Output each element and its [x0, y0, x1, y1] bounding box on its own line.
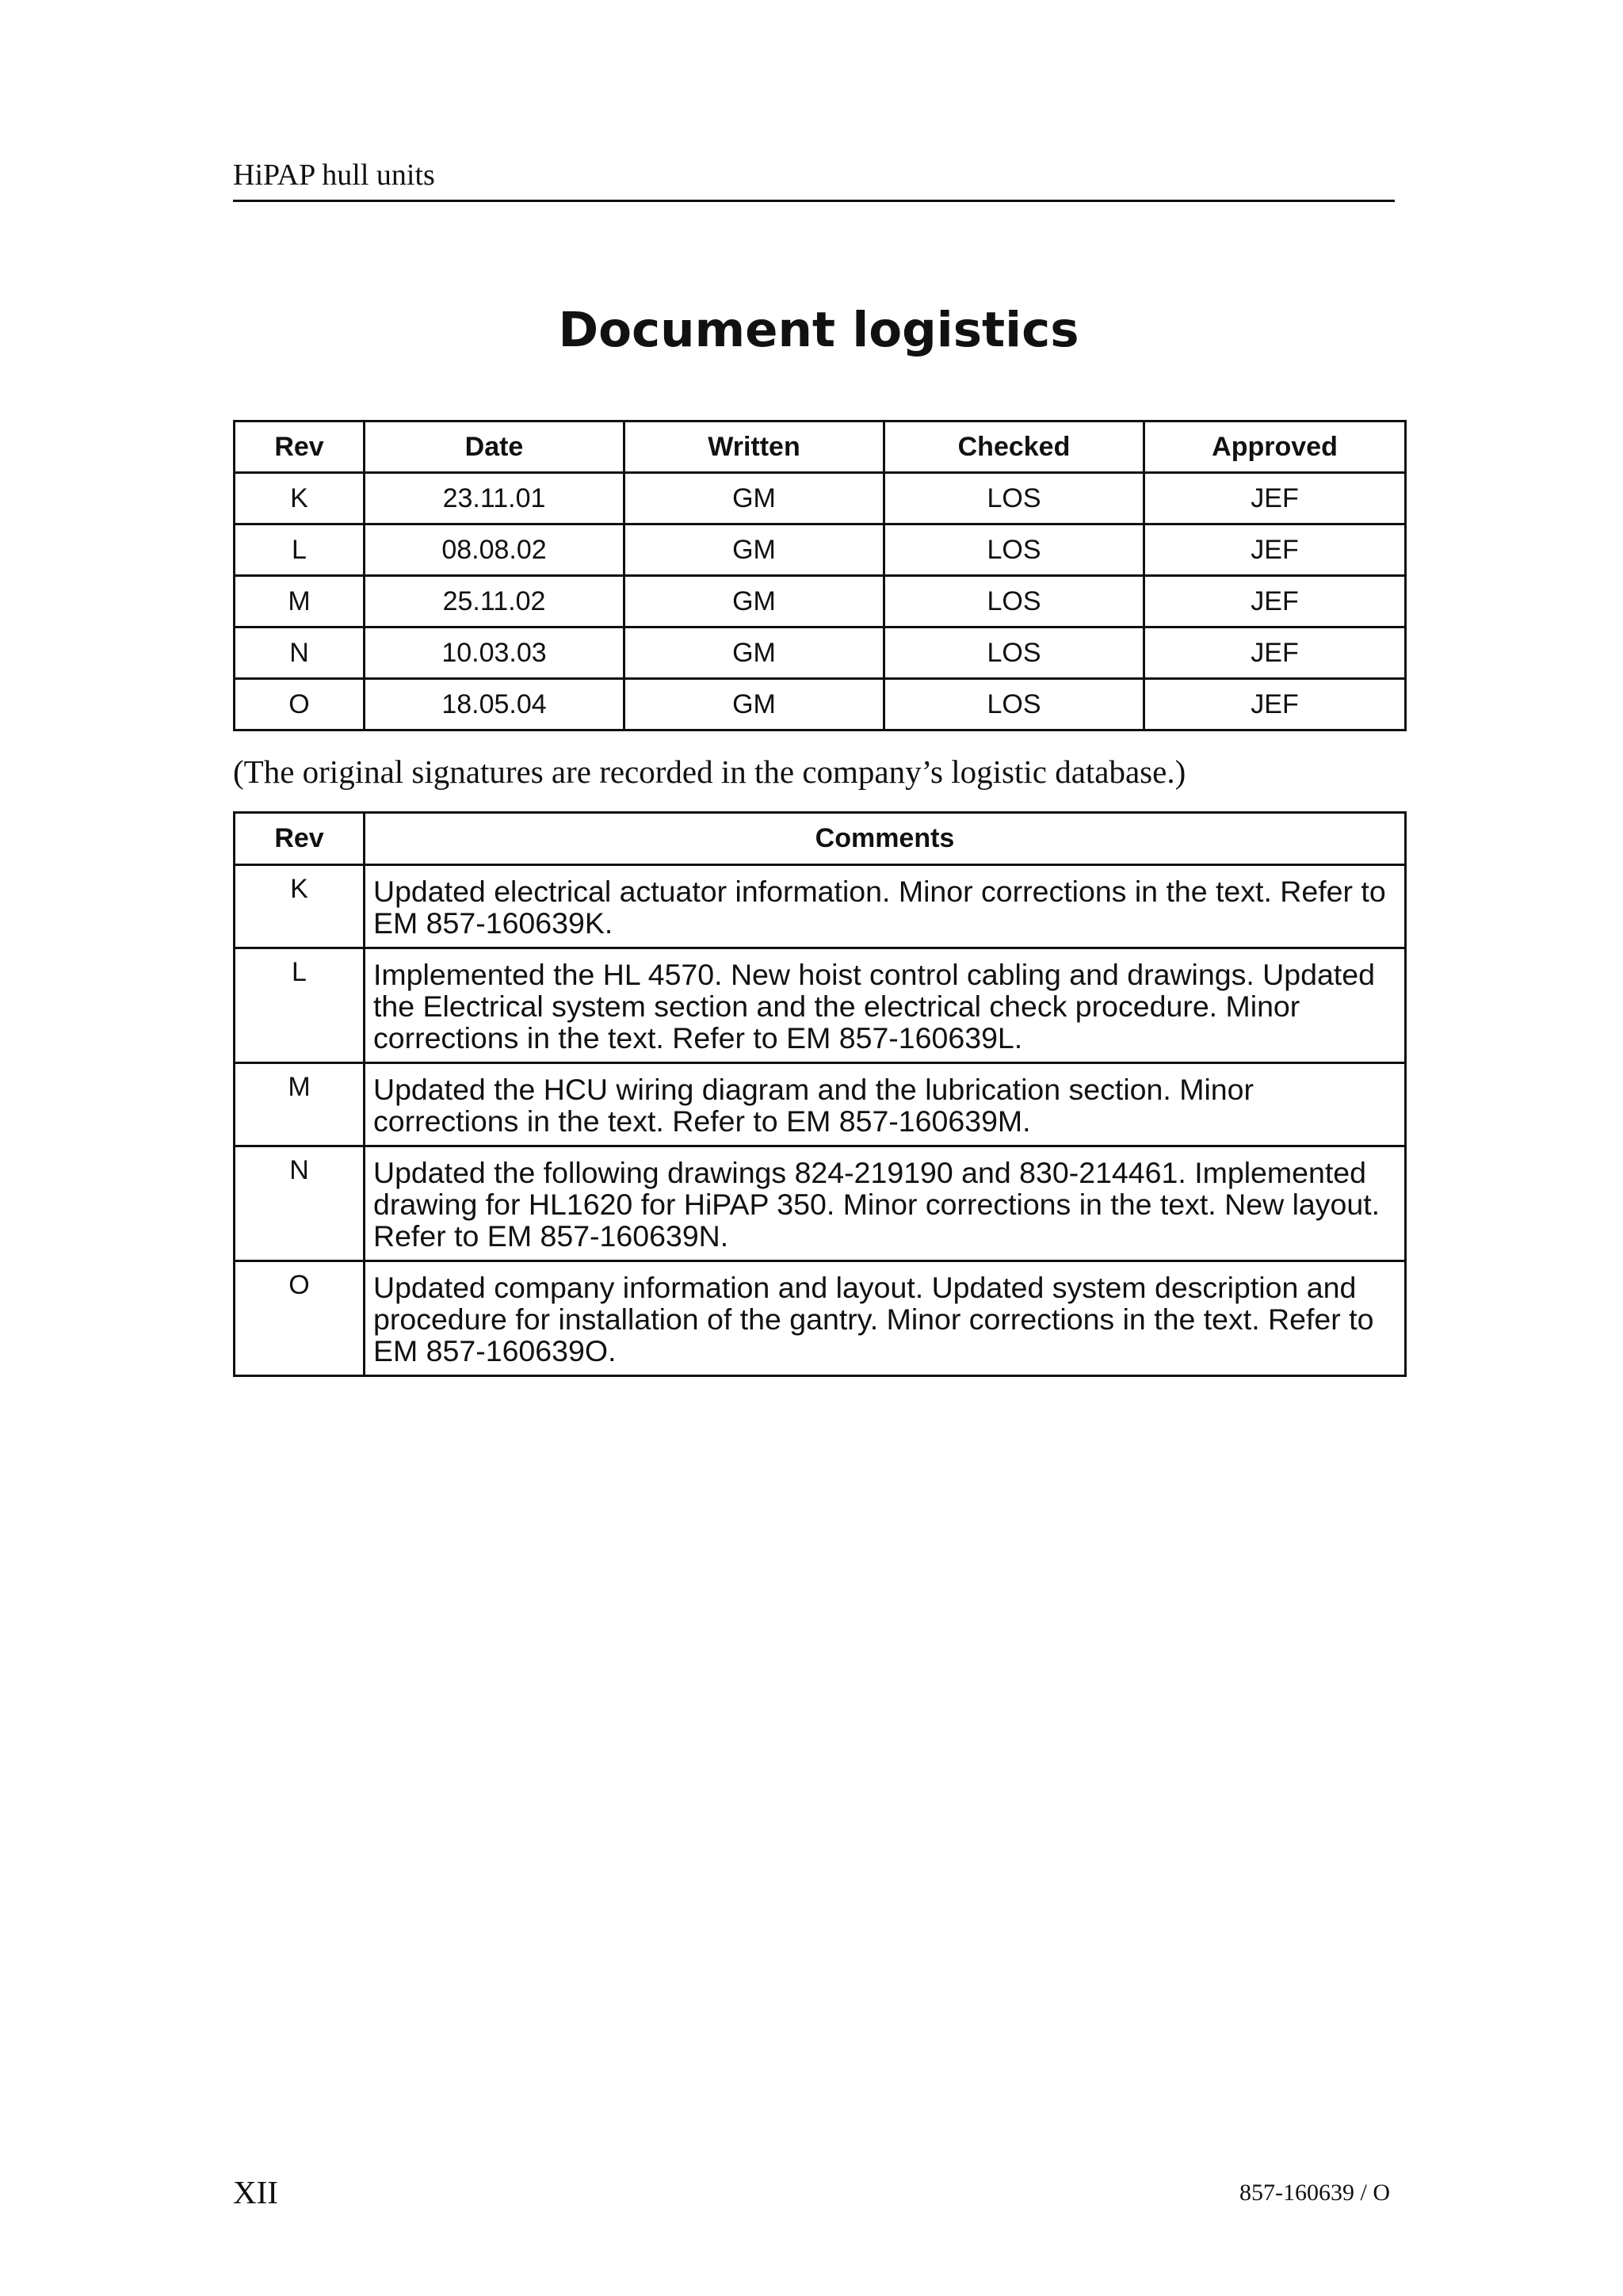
rev-cell: M [235, 576, 365, 627]
checked-cell: LOS [884, 576, 1144, 627]
table-row [235, 473, 1406, 524]
approved-cell: JEF [1144, 576, 1406, 627]
rev-cell: M [235, 1063, 365, 1146]
rev-cell: N [235, 1146, 365, 1261]
table-row [235, 576, 1406, 627]
column-header-comments: Comments [365, 813, 1406, 865]
table-row [235, 865, 1406, 948]
approved-cell: JEF [1144, 679, 1406, 730]
written-cell: GM [624, 576, 884, 627]
written-cell: GM [624, 679, 884, 730]
column-header-date: Date [365, 421, 624, 473]
checked-cell: LOS [884, 679, 1144, 730]
revision-table [233, 420, 1407, 731]
comment-cell: Updated company information and layout. Updated system description and procedure for installation of the gantry. Minor corrections in the text. Refer to EM 857-160639O. [365, 1261, 1406, 1376]
date-cell: 18.05.04 [365, 679, 624, 730]
table-row [235, 1146, 1406, 1261]
approved-cell: JEF [1144, 473, 1406, 524]
column-header-rev: Rev [235, 421, 365, 473]
header-rule [233, 200, 1395, 202]
written-cell: GM [624, 473, 884, 524]
written-cell: GM [624, 524, 884, 576]
column-header-approved: Approved [1144, 421, 1406, 473]
table-row [235, 524, 1406, 576]
page-title: Document logistics [558, 302, 1079, 358]
approved-cell: JEF [1144, 627, 1406, 679]
table-header-row [235, 813, 1406, 865]
checked-cell: LOS [884, 627, 1144, 679]
rev-cell: L [235, 948, 365, 1063]
rev-cell: N [235, 627, 365, 679]
rev-cell: O [235, 1261, 365, 1376]
column-header-rev: Rev [235, 813, 365, 865]
column-header-checked: Checked [884, 421, 1144, 473]
column-header-written: Written [624, 421, 884, 473]
table-row [235, 948, 1406, 1063]
comment-cell: Implemented the HL 4570. New hoist control cabling and drawings. Updated the Electrical system section and the electrical check procedure. Minor corrections in the text. Refer to EM 857-160639L. [365, 948, 1406, 1063]
page-number: XII [233, 2174, 278, 2210]
rev-cell: K [235, 473, 365, 524]
comment-cell: Updated the HCU wiring diagram and the lubrication section. Minor corrections in the text. Refer to EM 857-160639M. [365, 1063, 1406, 1146]
date-cell: 23.11.01 [365, 473, 624, 524]
signature-note: (The original signatures are recorded in the company’s logistic database.) [233, 753, 1186, 790]
date-cell: 10.03.03 [365, 627, 624, 679]
table-row [235, 1261, 1406, 1376]
comment-cell: Updated electrical actuator information. Minor corrections in the text. Refer to EM 857-160639K. [365, 865, 1406, 948]
approved-cell: JEF [1144, 524, 1406, 576]
date-cell: 25.11.02 [365, 576, 624, 627]
table-row [235, 679, 1406, 730]
rev-cell: O [235, 679, 365, 730]
date-cell: 08.08.02 [365, 524, 624, 576]
table-header-row [235, 421, 1406, 473]
written-cell: GM [624, 627, 884, 679]
comment-cell: Updated the following drawings 824-219190 and 830-214461. Implemented drawing for HL1620 for HiPAP 350. Minor corrections in the text. New layout. Refer to EM 857-160639N. [365, 1146, 1406, 1261]
document-number: 857-160639 / O [1239, 2180, 1390, 2206]
running-header: HiPAP hull units [233, 158, 435, 192]
table-row [235, 627, 1406, 679]
rev-cell: L [235, 524, 365, 576]
checked-cell: LOS [884, 524, 1144, 576]
checked-cell: LOS [884, 473, 1144, 524]
rev-cell: K [235, 865, 365, 948]
comments-table [233, 811, 1407, 1377]
table-row [235, 1063, 1406, 1146]
